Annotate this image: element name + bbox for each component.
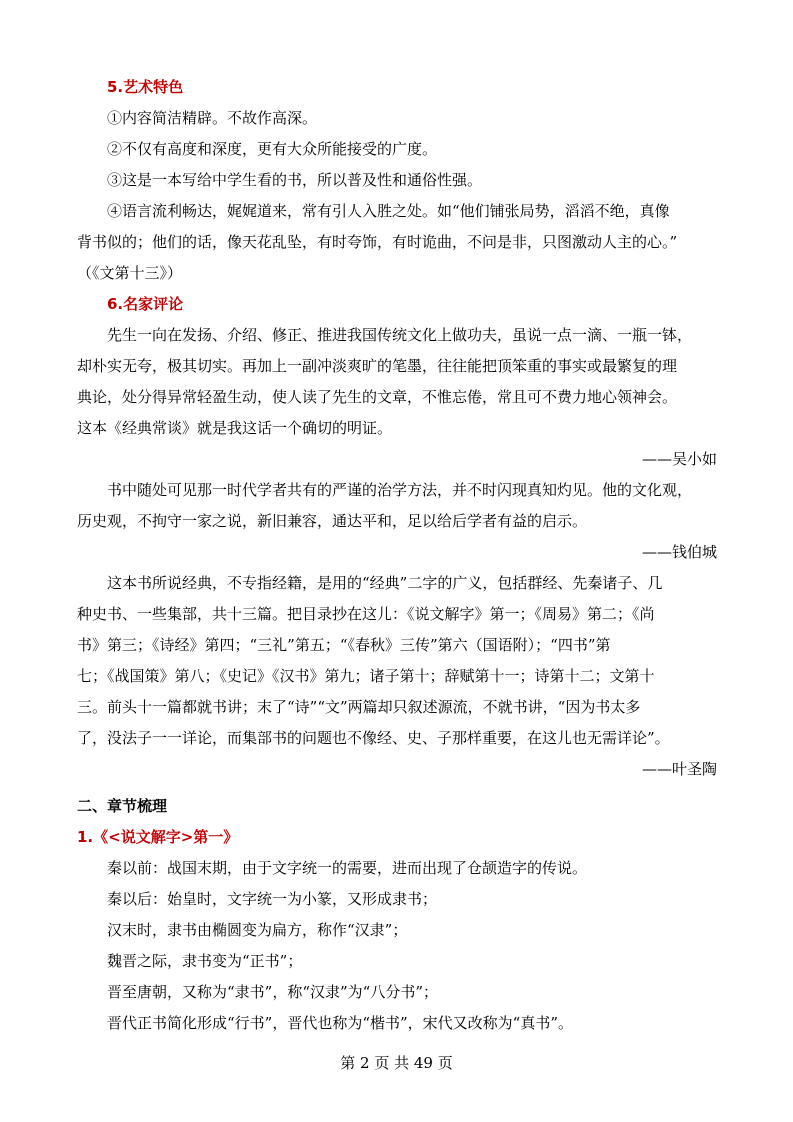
review-3 (77, 568, 717, 754)
review-2-author: ——钱伯城 (641, 543, 717, 561)
footer-middle: 页 共 (374, 1054, 410, 1072)
chapter-line: 秦以后：始皇时，文字统一为小篆，又形成隶书； (107, 890, 438, 908)
footer-prefix: 第 (340, 1054, 356, 1072)
art-item-4-line: ④语言流利畅达，娓娓道来，常有引人入胜之处。如“他们铺张局势，滔滔不绝，真像 (107, 202, 670, 220)
art-item-4-line: （《文第十三》） (77, 264, 183, 282)
review-2 (77, 475, 717, 537)
chapter-line: 魏晋之际，隶书变为“正书”； (107, 952, 303, 970)
section-heading-reviews: 6.名家评论 (107, 295, 184, 313)
review-1-line: 这本《经典常谈》就是我这话一个确切的明证。 (77, 419, 393, 437)
review-3-line: 书》第三；《诗经》第四；“三礼”第五；“《春秋》三传”第六（国语附）；“四书”第 (77, 636, 611, 654)
review-3-line: 了，没法子一一详论，而集部书的问题也不像经、史、子那样重要，在这儿也无需详论”。 (77, 729, 670, 747)
review-2-line: 书中随处可见那一时代学者共有的严谨的治学方法，并不时闪现真知灼见。他的文化观， (107, 481, 693, 499)
review-3-author: ——叶圣陶 (641, 760, 717, 778)
review-1-line: 先生一向在发扬、介绍、修正、推进我国传统文化上做功夫，虽说一点一滴、一瓶一钵， (107, 326, 693, 344)
review-3-line: 七；《战国策》第八；《史记》《汉书》第九；诸子第十；辞赋第十一；诗第十二；文第十 (77, 667, 655, 685)
art-item-3: ③这是一本写给中学生看的书，所以普及性和通俗性强。 (107, 171, 483, 189)
chapter-line: 秦以前：战国末期，由于文字统一的需要，进而出现了仓颉造字的传说。 (107, 859, 588, 877)
section-heading-art: 5.艺术特色 (107, 78, 184, 96)
art-item-1: ①内容简洁精辟。不故作高深。 (107, 109, 318, 127)
footer-suffix: 页 (437, 1054, 453, 1072)
review-2-line: 历史观，不拘守一家之说，新旧兼容，通达平和，足以给后学者有益的启示。 (77, 512, 588, 530)
footer-page-number: 2 (360, 1054, 370, 1072)
chapter-line: 晋代正书简化形成“行书”，晋代也称为“楷书”，宋代又改称为“真书”。 (107, 1014, 574, 1032)
chapter-sub-heading: 1.《<说文解字>第一》 (77, 828, 239, 846)
chapter-line: 汉末时，隶书由椭圆变为扁方，称作“汉隶”； (107, 921, 408, 939)
review-3-line: 种史书、一些集部，共十三篇。把目录抄在这儿：《说文解字》第一；《周易》第二；《尚 (77, 605, 655, 623)
document-page (77, 72, 717, 1039)
art-item-4 (77, 196, 717, 289)
art-item-4-line: 背书似的；他们的话，像天花乱坠，有时夸饰，有时诡曲，不问是非，只图激动人主的心。” (77, 233, 678, 251)
art-item-2: ②不仅有高度和深度，更有大众所能接受的广度。 (107, 140, 438, 158)
review-3-line: 这本书所说经典，不专指经籍，是用的“经典”二字的广义，包括群经、先秦诸子、几 (107, 574, 663, 592)
review-3-line: 三。前头十一篇都就书讲；末了“诗”“文”两篇却只叙述源流，不就书讲，“因为书太多 (77, 698, 641, 716)
page-footer (0, 1052, 793, 1074)
review-1-author: ——吴小如 (641, 450, 717, 468)
section-heading-chapters: 二、章节梳理 (77, 797, 168, 815)
chapter-line: 晋至唐朝，又称为“隶书”，称“汉隶”为“八分书”； (107, 983, 439, 1001)
review-1-line: 典论，处分得异常轻盈生动，使人读了先生的文章，不惟忘倦，常且可不费力地心领神会。 (77, 388, 678, 406)
footer-total-pages: 49 (413, 1054, 433, 1072)
review-1-line: 却朴实无夸，极其切实。再加上一副冲淡爽旷的笔墨，往往能把顶笨重的事实或最繁复的理 (77, 357, 678, 375)
review-1 (77, 320, 717, 444)
